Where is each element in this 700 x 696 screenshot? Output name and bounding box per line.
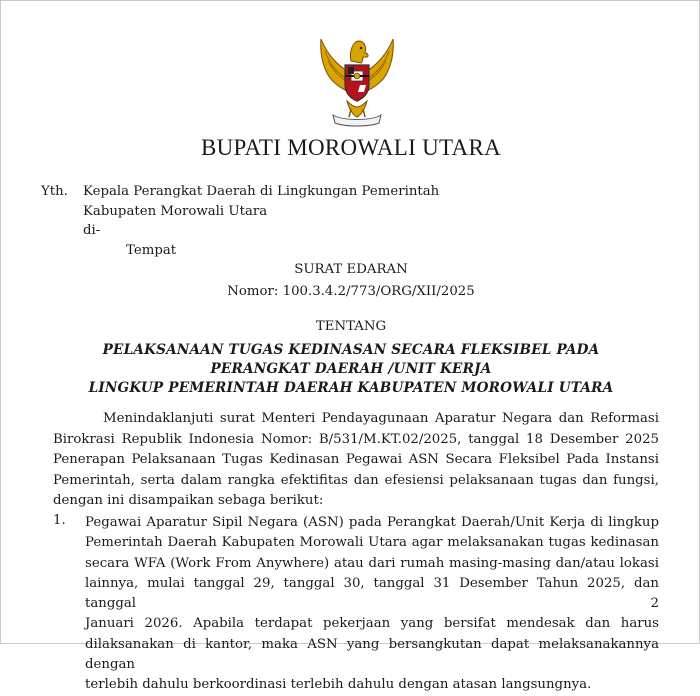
intro-paragraph: [53, 409, 659, 512]
intro-line-4: Pemerintah, serta dalam rangka efektifitas dan efesiensi pelaksanaan tugas dan fungsi,: [53, 472, 659, 488]
document-title: BUPATI MOROWALI UTARA: [200, 135, 502, 160]
intro-line-2: Birokrasi Republik Indonesia Nomor: B/531/M.KT.02/2025, tanggal 18 Desember 2025: [53, 431, 659, 447]
subject-line-2: PERANGKAT DAERAH /UNIT KERJA: [210, 361, 492, 377]
item-line-6: dilaksanakan di kantor, maka ASN yang bersangkutan dapat melaksanakannya dengan: [85, 636, 659, 673]
addressee-line-1: Kepala Perangkat Daerah di Lingkungan Pemerintah: [83, 184, 440, 199]
item-line-4: lainnya, mulai tanggal 29, tanggal 30, tanggal 31 Desember Tahun 2025, dan tanggal 2: [85, 575, 659, 612]
garuda-pancasila-emblem-icon: [307, 29, 407, 129]
subject-line-1: PELAKSANAAN TUGAS KEDINASAN SECARA FLEKSIBEL PADA: [102, 342, 600, 358]
item-line-5: Januari 2026. Apabila terdapat pekerjaan yang bersifat mendesak dan harus: [85, 616, 659, 632]
circular-type: SURAT EDARAN: [294, 262, 408, 277]
addressee-place: Tempat: [126, 243, 177, 258]
list-item-number: 1.: [53, 513, 66, 528]
item-line-2: Pemerintah Daerah Kabupaten Morowali Utara agar melaksanakan tugas kedinasan: [85, 535, 659, 551]
intro-line-5: dengan ini disampaikan sebaga berikut:: [53, 493, 324, 509]
item-line-3: secara WFA (Work From Anywhere) atau dari rumah masing-masing dan/atau lokasi: [85, 555, 659, 571]
intro-line-3: Penerapan Pelaksanaan Tugas Kedinasan Pegawai ASN Secara Fleksibel Pada Instansi: [53, 452, 659, 468]
addressee-di: di-: [83, 223, 101, 238]
circular-about: TENTANG: [315, 319, 387, 334]
item-line-1: Pegawai Aparatur Sipil Negara (ASN) pada Perangkat Daerah/Unit Kerja di lingkup: [85, 515, 659, 530]
subject-line-3: LINGKUP PEMERINTAH DAERAH KABUPATEN MOROWALI UTARA: [88, 380, 614, 396]
addressee-line-2: Kabupaten Morowali Utara: [83, 204, 268, 219]
circular-number: Nomor: 100.3.4.2/773/ORG/XII/2025: [227, 284, 475, 299]
addressee-prefix: Yth.: [41, 184, 68, 199]
item-line-7: terlebih dahulu berkoordinasi terlebih dahulu dengan atasan langsungnya.: [85, 677, 592, 693]
list-item: [85, 513, 659, 696]
intro-line-1: Menindaklanjuti surat Menteri Pendayagunaan Aparatur Negara dan Reformasi: [103, 411, 659, 426]
